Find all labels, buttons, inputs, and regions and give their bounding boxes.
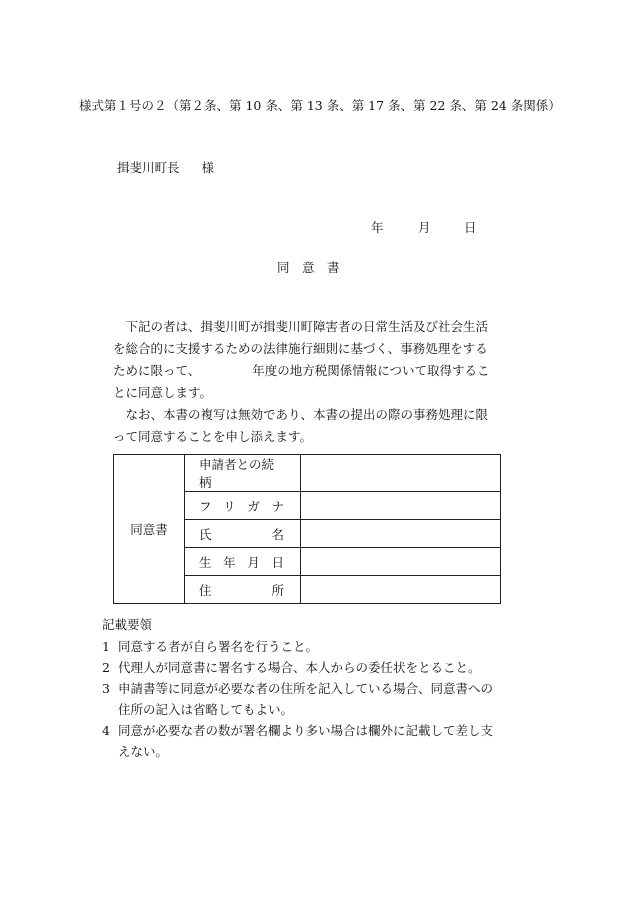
instruction-number: 1	[102, 639, 110, 654]
label-char: 日	[271, 554, 284, 570]
addressee-name: 揖斐川町長	[117, 160, 180, 175]
name-field[interactable]	[301, 520, 501, 548]
address-field[interactable]	[301, 576, 501, 604]
name-label	[185, 520, 301, 548]
instruction-number: 4	[102, 723, 110, 738]
document-title: 同 意 書	[277, 260, 340, 275]
addressee-honorific: 様	[201, 160, 215, 175]
label-char: 所	[271, 582, 284, 598]
furigana-field[interactable]	[301, 492, 501, 520]
instruction-text: 同意する者が自ら署名を行うこと。	[118, 639, 319, 654]
instructions-heading: 記載要領	[102, 617, 153, 632]
label-text: 申請者との続柄	[199, 457, 275, 490]
birthdate-label	[185, 548, 301, 576]
addressee	[117, 158, 214, 176]
address-label	[185, 576, 301, 604]
instruction-text: 同意が必要な者の数が署名欄より多い場合は欄外に記載して差し支えない。	[118, 723, 494, 759]
label-char: ガ	[247, 498, 260, 514]
consent-paragraph-2: なお、本書の複写は無効であり、本書の提出の際の事務処理に限って同意することを申し添えます。	[113, 407, 489, 444]
label-char: 年	[223, 554, 236, 570]
form-number: 様式第１号の２（第２条、第 10 条、第 13 条、第 17 条、第 22 条、第 24 条関係）	[79, 98, 561, 113]
furigana-label	[185, 492, 301, 520]
consent-body	[113, 316, 493, 448]
relationship-label	[185, 455, 301, 492]
paragraph-1-before: 下記の者は、揖斐川町が揖斐川町障害者の日常生活及び社会生活を総合的に支援するための法律施行細則に基づく、事務処理をするために限って、	[113, 319, 489, 378]
instruction-item	[102, 720, 502, 762]
instruction-text: 代理人が同意書に署名する場合、本人からの委任状をとること。	[118, 660, 481, 675]
table-row	[114, 455, 501, 492]
instruction-item	[102, 657, 502, 678]
label-char: ナ	[271, 498, 284, 514]
instruction-number: 3	[102, 681, 110, 696]
consent-table	[113, 454, 501, 604]
date-year-label: 年	[371, 220, 384, 235]
relationship-field[interactable]	[301, 455, 501, 492]
label-char: 氏	[199, 526, 212, 542]
date-day-label: 日	[464, 220, 477, 235]
filling-instructions	[102, 614, 502, 762]
instruction-item	[102, 636, 502, 657]
instruction-number: 2	[102, 660, 110, 675]
paragraph-1-after: 年度の地方税関係情報について取得することに同意します。	[113, 363, 490, 400]
label-char: フ	[199, 498, 212, 514]
label-char: 生	[199, 554, 212, 570]
instruction-item	[102, 678, 502, 720]
instruction-text: 申請書等に同意が必要な者の住所を記入している場合、同意書への住所の記入は省略してもよい。	[118, 681, 494, 717]
consent-side-label: 同意書	[114, 455, 185, 604]
birthdate-field[interactable]	[301, 548, 501, 576]
label-char: 月	[247, 554, 260, 570]
label-char: 名	[271, 526, 284, 542]
date-month-label: 月	[418, 220, 431, 235]
consent-paragraph-1	[113, 316, 493, 404]
label-char: 住	[199, 582, 212, 598]
label-char: リ	[223, 498, 236, 514]
